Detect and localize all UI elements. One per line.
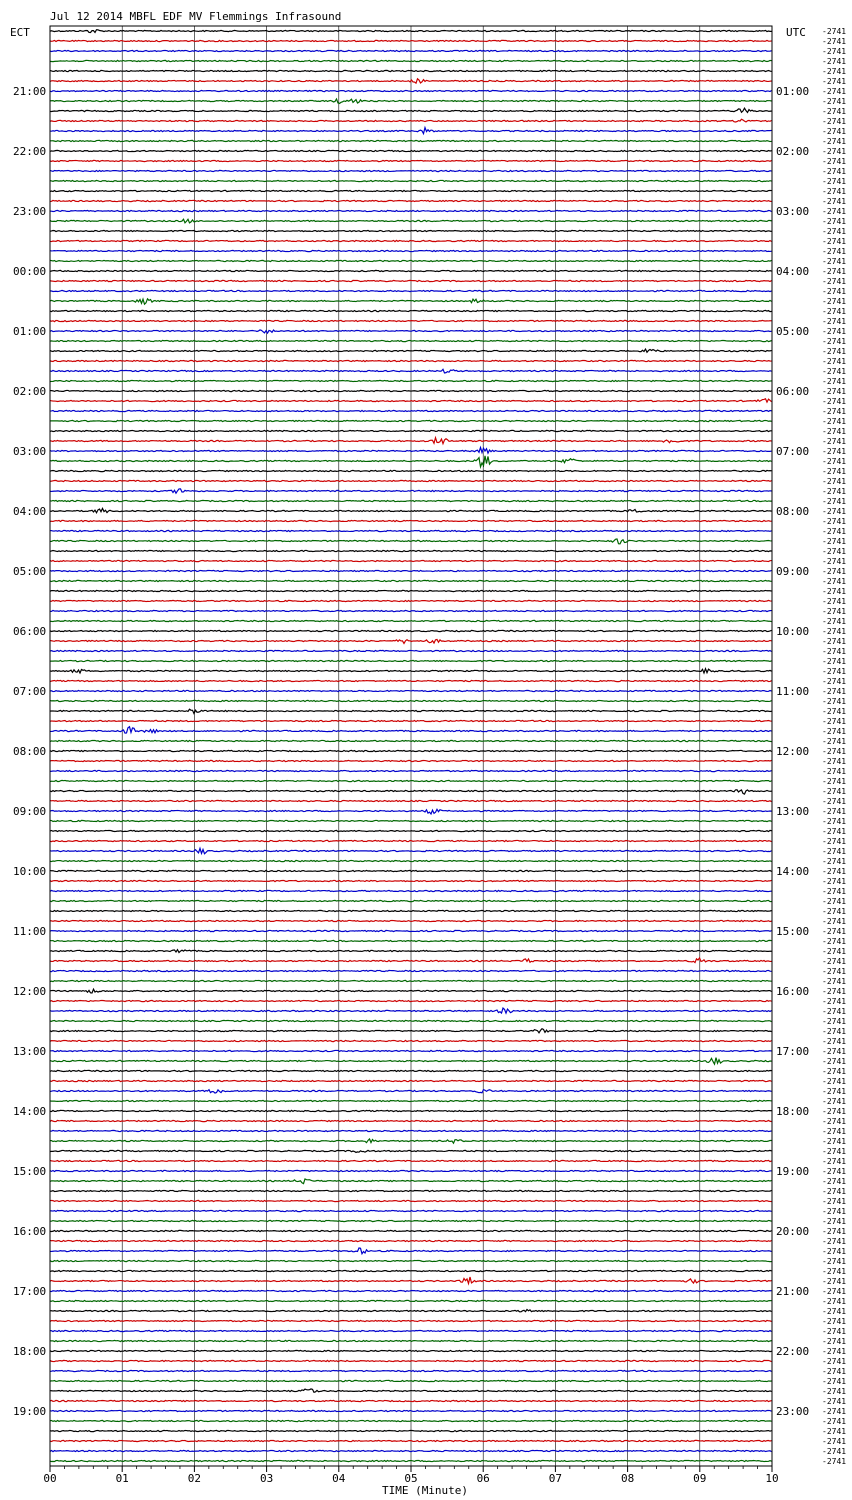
right-axis-title: UTC: [786, 26, 806, 39]
trace-74: [50, 770, 772, 771]
trace-20: [50, 230, 772, 231]
left-hour-label: 08:00: [13, 745, 47, 758]
x-tick-label: 03: [259, 1472, 274, 1485]
offset-label: -2741: [822, 937, 847, 946]
trace-66: [50, 690, 772, 691]
trace-109: [50, 1120, 772, 1121]
right-hour-label: 15:00: [776, 925, 810, 938]
trace-36: [50, 390, 772, 391]
offset-label: -2741: [822, 387, 847, 396]
offset-label: -2741: [822, 447, 847, 456]
right-hour-label: 02:00: [776, 145, 810, 158]
left-hour-label: 04:00: [13, 505, 47, 518]
offset-label: -2741: [822, 1137, 847, 1146]
trace-14: [50, 170, 772, 171]
offset-label: -2741: [822, 657, 847, 666]
offset-label: -2741: [822, 1107, 847, 1116]
x-tick-label: 00: [43, 1472, 57, 1485]
offset-label: -2741: [822, 197, 847, 206]
offset-label: -2741: [822, 887, 847, 896]
offset-label: -2741: [822, 607, 847, 616]
trace-95: [50, 980, 772, 981]
trace-35: [50, 380, 772, 381]
left-hour-label: 21:00: [13, 85, 47, 98]
trace-45: [50, 480, 772, 481]
left-hour-label: 18:00: [13, 1345, 47, 1358]
offset-label: -2741: [822, 1097, 847, 1106]
left-hour-label: 19:00: [13, 1405, 47, 1418]
trace-13: [50, 160, 772, 161]
trace-17: [50, 200, 772, 201]
offset-label: -2741: [822, 587, 847, 596]
left-hour-label: 10:00: [13, 865, 47, 878]
left-hour-label: 22:00: [13, 145, 47, 158]
offset-label: -2741: [822, 987, 847, 996]
offset-label: -2741: [822, 367, 847, 376]
left-hour-label: 11:00: [13, 925, 47, 938]
offset-label: -2741: [822, 437, 847, 446]
offset-label: -2741: [822, 247, 847, 256]
left-hour-label: 09:00: [13, 805, 47, 818]
x-tick-label: 10: [765, 1472, 779, 1485]
left-hour-label: 03:00: [13, 445, 47, 458]
left-hour-label: 16:00: [13, 1225, 47, 1238]
trace-57: [50, 600, 772, 601]
right-hour-label: 13:00: [776, 805, 810, 818]
trace-77: [50, 800, 772, 801]
offset-label: -2741: [822, 1197, 847, 1206]
offset-label: -2741: [822, 637, 847, 646]
x-axis-ticks: [43, 1466, 778, 1485]
offset-label: -2741: [822, 1327, 847, 1336]
offset-label: -2741: [822, 177, 847, 186]
offset-label: -2741: [822, 1037, 847, 1046]
offset-label: -2741: [822, 1347, 847, 1356]
offset-label: -2741: [822, 1017, 847, 1026]
offset-label: -2741: [822, 337, 847, 346]
offset-label: -2741: [822, 67, 847, 76]
offset-label: -2741: [822, 227, 847, 236]
offset-labels: [822, 27, 846, 1466]
offset-label: -2741: [822, 217, 847, 226]
trace-118: [50, 1210, 772, 1211]
offset-label: -2741: [822, 707, 847, 716]
trace-53: [50, 560, 772, 561]
offset-label: -2741: [822, 417, 847, 426]
left-hour-label: 13:00: [13, 1045, 47, 1058]
offset-label: -2741: [822, 1167, 847, 1176]
offset-label: -2741: [822, 1227, 847, 1236]
offset-label: -2741: [822, 27, 847, 36]
offset-label: -2741: [822, 797, 847, 806]
offset-label: -2741: [822, 1307, 847, 1316]
offset-label: -2741: [822, 827, 847, 836]
trace-33: [50, 360, 772, 361]
offset-label: -2741: [822, 957, 847, 966]
trace-58: [50, 610, 772, 611]
offset-label: -2741: [822, 1377, 847, 1386]
right-hour-label: 11:00: [776, 685, 810, 698]
offset-label: -2741: [822, 477, 847, 486]
offset-label: -2741: [822, 997, 847, 1006]
offset-label: -2741: [822, 777, 847, 786]
right-hour-label: 09:00: [776, 565, 810, 578]
offset-label: -2741: [822, 97, 847, 106]
trace-131: [50, 1340, 772, 1341]
offset-label: -2741: [822, 1267, 847, 1276]
offset-label: -2741: [822, 1077, 847, 1086]
offset-label: -2741: [822, 467, 847, 476]
offset-label: -2741: [822, 1047, 847, 1056]
trace-119: [50, 1220, 772, 1221]
offset-label: -2741: [822, 557, 847, 566]
offset-label: -2741: [822, 507, 847, 516]
trace-113: [50, 1160, 772, 1161]
left-hour-label: 23:00: [13, 205, 47, 218]
offset-label: -2741: [822, 897, 847, 906]
chart-title: Jul 12 2014 MBFL EDF MV Flemmings Infrasound: [50, 10, 342, 23]
offset-label: -2741: [822, 687, 847, 696]
left-hour-labels: [13, 85, 46, 1418]
offset-label: -2741: [822, 667, 847, 676]
offset-label: -2741: [822, 57, 847, 66]
right-hour-label: 03:00: [776, 205, 810, 218]
offset-label: -2741: [822, 1277, 847, 1286]
trace-50: [50, 530, 772, 531]
right-hour-labels: [776, 85, 809, 1418]
x-tick-label: 06: [476, 1472, 490, 1485]
left-hour-label: 02:00: [13, 385, 47, 398]
offset-label: -2741: [822, 267, 847, 276]
offset-label: -2741: [822, 427, 847, 436]
right-hour-label: 06:00: [776, 385, 810, 398]
left-axis-title: ECT: [10, 26, 30, 39]
offset-label: -2741: [822, 287, 847, 296]
offset-label: -2741: [822, 237, 847, 246]
offset-label: -2741: [822, 127, 847, 136]
x-tick-label: 07: [548, 1472, 563, 1485]
right-hour-label: 16:00: [776, 985, 810, 998]
offset-label: -2741: [822, 717, 847, 726]
offset-label: -2741: [822, 787, 847, 796]
trace-60: [50, 630, 772, 631]
offset-label: -2741: [822, 847, 847, 856]
left-hour-label: 00:00: [13, 265, 47, 278]
x-tick-label: 02: [187, 1472, 202, 1485]
right-hour-label: 01:00: [776, 85, 810, 98]
right-hour-label: 08:00: [776, 505, 810, 518]
offset-label: -2741: [822, 567, 847, 576]
offset-label: -2741: [822, 907, 847, 916]
offset-label: -2741: [822, 107, 847, 116]
trace-73: [50, 760, 772, 761]
trace-80: [50, 830, 772, 831]
left-hour-label: 05:00: [13, 565, 47, 578]
offset-label: -2741: [822, 697, 847, 706]
trace-44: [50, 470, 772, 471]
offset-label: -2741: [822, 537, 847, 546]
offset-label: -2741: [822, 297, 847, 306]
left-hour-label: 07:00: [13, 685, 47, 698]
gridlines: [122, 26, 700, 1466]
offset-label: -2741: [822, 1207, 847, 1216]
trace-91: [50, 940, 772, 941]
offset-label: -2741: [822, 807, 847, 816]
trace-18: [50, 210, 772, 211]
offset-label: -2741: [822, 47, 847, 56]
offset-label: -2741: [822, 967, 847, 976]
trace-84: [50, 870, 772, 871]
offset-label: -2741: [822, 677, 847, 686]
trace-99: [50, 1020, 772, 1021]
offset-label: -2741: [822, 837, 847, 846]
offset-label: -2741: [822, 1287, 847, 1296]
trace-47: [50, 500, 772, 501]
offset-label: -2741: [822, 767, 847, 776]
x-tick-label: 05: [404, 1472, 418, 1485]
offset-label: -2741: [822, 617, 847, 626]
right-hour-label: 20:00: [776, 1225, 810, 1238]
left-hour-label: 01:00: [13, 325, 47, 338]
offset-label: -2741: [822, 527, 847, 536]
offset-label: -2741: [822, 1257, 847, 1266]
right-hour-label: 04:00: [776, 265, 810, 278]
trace-65: [50, 680, 772, 681]
offset-label: -2741: [822, 1387, 847, 1396]
offset-label: -2741: [822, 597, 847, 606]
left-hour-label: 15:00: [13, 1165, 47, 1178]
offset-label: -2741: [822, 1357, 847, 1366]
x-tick-label: 08: [620, 1472, 635, 1485]
offset-label: -2741: [822, 147, 847, 156]
offset-label: -2741: [822, 1397, 847, 1406]
trace-38: [50, 410, 772, 411]
trace-94: [50, 970, 772, 971]
offset-label: -2741: [822, 927, 847, 936]
left-hour-label: 12:00: [13, 985, 47, 998]
trace-104: [50, 1070, 772, 1071]
offset-label: -2741: [822, 1317, 847, 1326]
x-tick-label: 09: [693, 1472, 707, 1485]
offset-label: -2741: [822, 357, 847, 366]
offset-label: -2741: [822, 167, 847, 176]
offset-label: -2741: [822, 977, 847, 986]
trace-1: [50, 40, 772, 41]
trace-40: [50, 430, 772, 431]
offset-label: -2741: [822, 517, 847, 526]
trace-139: [50, 1420, 772, 1421]
offset-label: -2741: [822, 1337, 847, 1346]
offset-label: -2741: [822, 737, 847, 746]
offset-label: -2741: [822, 1457, 847, 1466]
x-tick-label: 01: [115, 1472, 129, 1485]
right-hour-label: 07:00: [776, 445, 810, 458]
offset-label: -2741: [822, 157, 847, 166]
offset-label: -2741: [822, 647, 847, 656]
right-hour-label: 14:00: [776, 865, 810, 878]
offset-label: -2741: [822, 1157, 847, 1166]
x-tick-label: 04: [332, 1472, 346, 1485]
offset-label: -2741: [822, 377, 847, 386]
offset-label: -2741: [822, 307, 847, 316]
trace-69: [50, 720, 772, 721]
right-hour-label: 10:00: [776, 625, 810, 638]
left-hour-label: 14:00: [13, 1105, 47, 1118]
offset-label: -2741: [822, 917, 847, 926]
offset-label: -2741: [822, 1407, 847, 1416]
right-hour-label: 17:00: [776, 1045, 810, 1058]
offset-label: -2741: [822, 317, 847, 326]
offset-label: -2741: [822, 327, 847, 336]
offset-label: -2741: [822, 487, 847, 496]
offset-label: -2741: [822, 77, 847, 86]
offset-label: -2741: [822, 867, 847, 876]
offset-label: -2741: [822, 1447, 847, 1456]
offset-label: -2741: [822, 947, 847, 956]
offset-label: -2741: [822, 1427, 847, 1436]
offset-label: -2741: [822, 1057, 847, 1066]
x-axis-label: TIME (Minute): [381, 1484, 469, 1497]
trace-108: [50, 1110, 772, 1111]
offset-label: -2741: [822, 1127, 847, 1136]
offset-label: -2741: [822, 87, 847, 96]
offset-label: -2741: [822, 547, 847, 556]
right-hour-label: 23:00: [776, 1405, 810, 1418]
trace-120: [50, 1230, 772, 1231]
offset-label: -2741: [822, 497, 847, 506]
offset-label: -2741: [822, 1117, 847, 1126]
trace-133: [50, 1360, 772, 1361]
offset-label: -2741: [822, 187, 847, 196]
trace-130: [50, 1330, 772, 1331]
right-hour-label: 18:00: [776, 1105, 810, 1118]
trace-121: [50, 1240, 772, 1241]
trace-129: [50, 1320, 772, 1321]
offset-label: -2741: [822, 1027, 847, 1036]
offset-label: -2741: [822, 117, 847, 126]
offset-label: -2741: [822, 1087, 847, 1096]
right-hour-label: 05:00: [776, 325, 810, 338]
offset-label: -2741: [822, 1187, 847, 1196]
offset-label: -2741: [822, 1437, 847, 1446]
trace-59: [50, 620, 772, 621]
offset-label: -2741: [822, 347, 847, 356]
offset-label: -2741: [822, 257, 847, 266]
trace-39: [50, 420, 772, 421]
offset-label: -2741: [822, 627, 847, 636]
offset-label: -2741: [822, 1147, 847, 1156]
offset-label: -2741: [822, 817, 847, 826]
offset-label: -2741: [822, 857, 847, 866]
right-hour-label: 12:00: [776, 745, 810, 758]
offset-label: -2741: [822, 207, 847, 216]
trace-12: [50, 150, 772, 151]
right-hour-label: 19:00: [776, 1165, 810, 1178]
offset-label: -2741: [822, 747, 847, 756]
offset-label: -2741: [822, 1237, 847, 1246]
offset-label: -2741: [822, 727, 847, 736]
offset-label: -2741: [822, 757, 847, 766]
offset-label: -2741: [822, 407, 847, 416]
offset-label: -2741: [822, 397, 847, 406]
offset-label: -2741: [822, 1217, 847, 1226]
offset-label: -2741: [822, 577, 847, 586]
offset-label: -2741: [822, 277, 847, 286]
offset-label: -2741: [822, 1417, 847, 1426]
trace-132: [50, 1350, 772, 1351]
offset-label: -2741: [822, 877, 847, 886]
trace-72: [50, 750, 772, 751]
left-hour-label: 17:00: [13, 1285, 47, 1298]
offset-label: -2741: [822, 1247, 847, 1256]
offset-label: -2741: [822, 1007, 847, 1016]
offset-label: -2741: [822, 1067, 847, 1076]
trace-16: [50, 190, 772, 191]
offset-label: -2741: [822, 1367, 847, 1376]
offset-label: -2741: [822, 1177, 847, 1186]
left-hour-label: 06:00: [13, 625, 47, 638]
offset-label: -2741: [822, 37, 847, 46]
offset-label: -2741: [822, 137, 847, 146]
offset-label: -2741: [822, 457, 847, 466]
right-hour-label: 21:00: [776, 1285, 810, 1298]
offset-label: -2741: [822, 1297, 847, 1306]
trace-114: [50, 1170, 772, 1171]
right-hour-label: 22:00: [776, 1345, 810, 1358]
trace-134: [50, 1370, 772, 1371]
